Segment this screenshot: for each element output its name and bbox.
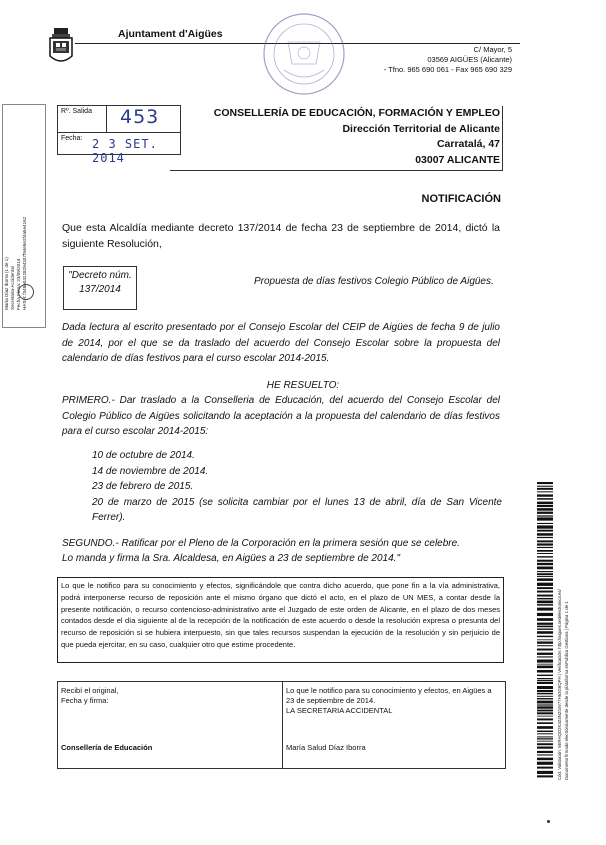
barcode-bar xyxy=(537,623,553,625)
registry-date-stamp: 2 3 SET. 2014 xyxy=(92,137,158,165)
document-title: NOTIFICACIÓN xyxy=(421,193,501,205)
barcode-bar xyxy=(537,604,553,606)
barcode-bar xyxy=(537,698,553,699)
recipient-street: Carratalá, 47 xyxy=(436,138,500,150)
barcode-bar xyxy=(537,775,553,777)
registry-box xyxy=(57,105,181,165)
barcode-bar xyxy=(537,608,553,611)
barcode-bar xyxy=(537,762,553,765)
registry-exit-label: Rº. Salida xyxy=(61,108,92,115)
received-original-label: Recibí el original, xyxy=(61,686,119,695)
barcode-bar xyxy=(537,540,553,542)
barcode-bar xyxy=(537,670,553,673)
holiday-date: 10 de octubre de 2014. xyxy=(92,450,195,461)
notify-text: Lo que le notifico para su conocimiento y efectos, en Aigües a 23 de septiembre de 2014. xyxy=(286,686,492,705)
validation-line: Documento firmado electrónicamente desde la plataforma esPublico Gestiona | Página 1 de 1 xyxy=(564,601,569,780)
barcode-bar xyxy=(537,649,553,651)
resolved-heading: HE RESUELTO: xyxy=(266,380,340,391)
barcode-bar xyxy=(537,696,553,697)
barcode-bar xyxy=(537,767,553,769)
barcode-bar xyxy=(537,515,553,516)
address-phone-fax: - Tfno. 965 690 061 - Fax 965 690 329 xyxy=(383,65,512,74)
barcode-bar xyxy=(537,576,553,577)
signature-divider xyxy=(282,682,283,768)
decree-number: 137/2014 xyxy=(79,284,121,295)
barcode-bar xyxy=(537,587,553,589)
barcode-bar xyxy=(537,666,553,669)
intro-paragraph: Que esta Alcaldía mediante decreto 137/2014 de fecha 23 de septiembre de 2014, dictó la siguiente Resolución, xyxy=(62,222,500,250)
barcode-bar xyxy=(537,517,553,520)
registry-exit-row xyxy=(58,106,180,133)
barcode-bar xyxy=(537,754,553,755)
barcode-bar xyxy=(537,747,553,749)
barcode-bar xyxy=(537,530,553,532)
barcode-bar xyxy=(537,731,553,733)
barcode-bar xyxy=(537,641,553,643)
barcode-bar xyxy=(537,486,553,487)
council-stamp-icon xyxy=(258,8,350,100)
barcode-bar xyxy=(537,718,553,720)
barcode-bar xyxy=(537,631,553,634)
barcode-bar xyxy=(537,704,553,705)
barcode-bar xyxy=(537,710,553,712)
barcode-bar xyxy=(537,556,553,557)
closing-line: Lo manda y firma la Sra. Alcaldesa, en Aigües a 23 de septiembre de 2014." xyxy=(62,553,401,564)
barcode-bar xyxy=(537,629,553,630)
barcode-bar xyxy=(537,653,553,655)
first-resolution: PRIMERO.- Dar traslado a la Conselleria de Educación, del acuerdo del Consejo Escolar del Colegio Público de Aigües solicitando la aceptación a la propuesta del calendario de días festivos para el curso escolar 2014-2015: xyxy=(62,395,500,437)
barcode-bar xyxy=(537,686,553,689)
barcode-bar xyxy=(537,547,553,548)
barcode-bar xyxy=(537,636,553,637)
barcode-bar xyxy=(537,571,553,572)
barcode-bar xyxy=(537,550,553,552)
registry-exit-number: 453 xyxy=(120,106,160,128)
address-city: 03569 AIGÜES (Alicante) xyxy=(427,55,512,64)
side-line: HASH: f348b04228294337f94e8e2f4a5e4162 xyxy=(22,216,27,310)
barcode-bar xyxy=(537,613,553,616)
barcode-bar xyxy=(537,583,553,586)
decree-label: "Decreto núm. xyxy=(68,270,132,281)
holiday-date: 20 de marzo de 2015 (se solicita cambiar por el lunes 13 de abril, día de San Vicente Ferrer). xyxy=(92,496,502,523)
barcode-bar xyxy=(537,488,553,490)
registry-date-row xyxy=(58,133,180,165)
registry-date-label: Fecha: xyxy=(61,135,83,142)
legal-notice-box: Lo que le notifico para su conocimiento y efectos, significándole que contra dicho acuerdo, que pone fin a la vía administrativa, podrá interponerse recurso de reposición ante el mismo órgano que dictó el acto, en el plazo de UN MES, a contar desde la presente notificación, o recurso contencioso-administrativo ante el Juzgado de este orden de Alicante, en el plazo de dos meses contados desde el día siguiente al de la recepción de la notificación de este acuerdo o desde la resolución expresa o presunta del recurso de reposición si se hubiera interpuesto, sin que tales recursos suspendan la ejecución de la resolución y sin perjuicio de que pueda ejercitar, en su caso, cualquier otro que estime procedente. xyxy=(57,577,504,663)
barcode-bar xyxy=(537,733,553,734)
holiday-date: 14 de noviembre de 2014. xyxy=(92,465,209,477)
recipient-block xyxy=(170,106,503,171)
barcode-bar xyxy=(537,560,553,562)
barcode-bar xyxy=(537,706,553,708)
barcode-bar xyxy=(537,578,553,581)
barcode-bar xyxy=(537,618,553,621)
barcode-bar xyxy=(537,537,553,538)
barcode-bar xyxy=(537,543,553,545)
holiday-dates-list xyxy=(92,448,502,526)
page-mark xyxy=(547,820,550,823)
barcode-bar xyxy=(537,573,553,575)
barcode-bar xyxy=(537,512,553,514)
signature-table xyxy=(57,681,506,769)
barcode-bar xyxy=(537,491,553,492)
barcode-bar xyxy=(537,645,553,646)
barcode-bar xyxy=(537,626,553,628)
registry-divider xyxy=(106,106,107,132)
barcode-bar xyxy=(537,639,553,640)
address-street: C/ Mayor, 5 xyxy=(473,45,512,54)
barcode-bar xyxy=(537,716,553,717)
barcode-bar xyxy=(537,533,553,536)
barcode-bar xyxy=(537,598,553,599)
barcode-bar xyxy=(537,751,553,753)
side-line: Secretaria-Accidental xyxy=(10,266,15,310)
recipient-direction: Dirección Territorial de Alicante xyxy=(342,122,500,135)
side-line: María Díaz Iborra (1 de 1) xyxy=(4,257,9,310)
barcode-bar xyxy=(537,771,553,774)
barcode-bar xyxy=(537,567,553,570)
barcode-bar xyxy=(537,664,553,665)
holiday-date: 23 de febrero de 2015. xyxy=(92,481,194,492)
date-sign-label: Fecha y firma: xyxy=(61,696,109,705)
barcode-bar xyxy=(537,738,553,739)
barcode-bar xyxy=(537,675,553,676)
decree-box xyxy=(63,266,137,310)
barcode-bar xyxy=(537,505,553,507)
barcode-bar xyxy=(537,494,553,496)
proposal-title: Propuesta de días festivos Colegio Público de Aigües. xyxy=(254,276,494,287)
barcode-bar xyxy=(537,525,553,528)
signature-side-text xyxy=(4,114,36,314)
council-address xyxy=(384,45,512,75)
barcode-bar xyxy=(537,498,553,500)
barcode-bar xyxy=(537,701,553,704)
barcode-bar xyxy=(537,758,553,761)
barcode-bar xyxy=(537,712,553,714)
notify-block xyxy=(286,686,501,716)
barcode-icon xyxy=(537,482,553,778)
barcode-bar xyxy=(537,523,553,524)
barcode-bar xyxy=(537,656,553,657)
recipient-city: 03007 ALICANTE xyxy=(415,153,500,166)
barcode-bar xyxy=(537,693,553,695)
barcode-bar xyxy=(537,736,553,737)
digital-seal-icon xyxy=(18,284,34,300)
barcode-bar xyxy=(537,563,553,565)
barcode-bar xyxy=(537,680,553,681)
barcode-bar xyxy=(537,595,553,597)
barcode-bar xyxy=(537,553,553,554)
side-line: Fecha Firma: 23/09/2014 xyxy=(16,258,21,310)
barcode-bar xyxy=(537,508,553,511)
barcode-bar xyxy=(537,482,553,484)
coat-of-arms-icon xyxy=(48,28,74,66)
second-resolution: SEGUNDO.- Ratificar por el Pleno de la Corporación en la primera sesión que se celebre. xyxy=(62,538,460,549)
barcode-bar xyxy=(537,690,553,692)
barcode-bar xyxy=(537,743,553,745)
barcode-bar xyxy=(537,678,553,679)
reading-paragraph: Dada lectura al escrito presentado por el Consejo Escolar del CEIP de Aigües de fecha 9 de julio de 2014, por el que se da traslado del acuerdo del Consejo Escolar sobre la propuesta del calendario de días festivos para el curso escolar 2014-2015. xyxy=(62,322,500,364)
barcode-bar xyxy=(537,659,553,662)
barcode-bar xyxy=(537,741,553,742)
recipient-org: CONSELLERÍA DE EDUCACIÓN, FORMACIÓN Y EMPLEO xyxy=(213,107,500,119)
recipient-entity: Consellería de Educación xyxy=(61,743,153,752)
secretary-name: María Salud Díaz Iborra xyxy=(286,743,366,752)
secretary-title: LA SECRETARIA ACCIDENTAL xyxy=(286,706,393,715)
barcode-bar xyxy=(537,726,553,729)
barcode-bar xyxy=(537,722,553,724)
barcode-bar xyxy=(537,601,553,604)
barcode-bar xyxy=(537,682,553,684)
validation-line: Cód. Validación: 5ERHQD2K3Z4NZGW77H63G6QPH | Verificación: http://aigues.sedelectronica.es/ xyxy=(557,589,562,780)
barcode-bar xyxy=(537,591,553,593)
council-name: Ajuntament d'Aigües xyxy=(118,28,223,40)
barcode-bar xyxy=(537,502,553,505)
